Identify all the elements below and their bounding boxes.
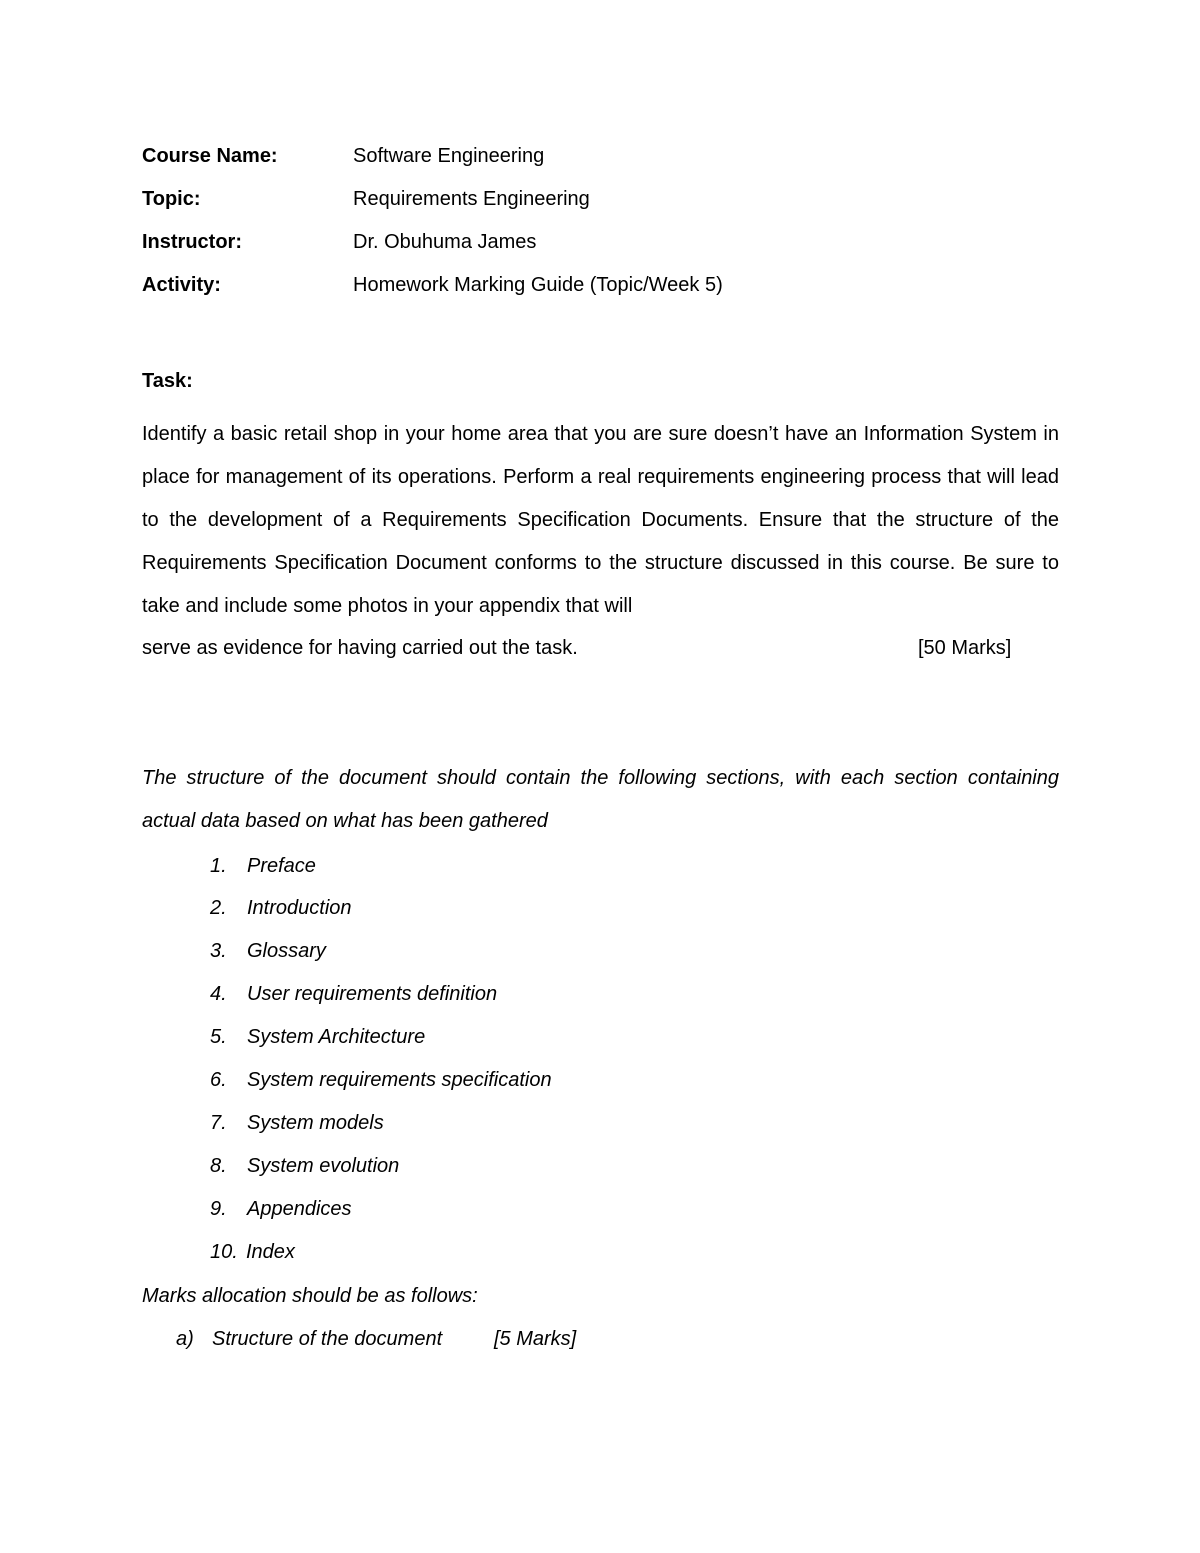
activity-value: Homework Marking Guide (Topic/Week 5) (353, 274, 723, 296)
list-item-number: 8. (210, 1155, 227, 1177)
list-item-number: 3. (210, 940, 227, 962)
list-item-label: System Architecture (247, 1026, 426, 1048)
list-item-label: System evolution (247, 1155, 400, 1177)
course-name-value: Software Engineering (353, 145, 545, 167)
activity-row (142, 272, 723, 298)
list-item-number: 6. (210, 1069, 227, 1091)
instructor-value: Dr. Obuhuma James (353, 231, 537, 253)
topic-value: Requirements Engineering (353, 188, 590, 210)
list-item-label: Glossary (247, 940, 326, 962)
allocation-label: Structure of the document (212, 1328, 443, 1350)
task-heading: Task: (142, 370, 193, 392)
activity-label: Activity: (142, 274, 221, 296)
allocation-letter: a) (176, 1328, 194, 1350)
task-last-line-text: serve as evidence for having carried out the task. (142, 637, 578, 659)
list-item-number: 5. (210, 1026, 227, 1048)
instructor-label: Instructor: (142, 231, 242, 253)
list-item-number: 1. (210, 855, 227, 877)
structure-intro: The structure of the document should contain the following sections, with each section containing actual data based on what has been gathered (142, 767, 1059, 832)
list-item-label: Appendices (247, 1198, 352, 1220)
list-item-number: 4. (210, 983, 227, 1005)
list-item-number: 2. (210, 897, 227, 919)
list-item-label: Preface (247, 855, 316, 877)
topic-row (142, 186, 590, 212)
course-name-label: Course Name: (142, 145, 278, 167)
allocation-marks: [5 Marks] (494, 1328, 577, 1350)
task-description: Identify a basic retail shop in your home area that you are sure doesn’t have an Information System in place for management of its operations. Perform a real requirements engineering process that will lead to the development of a Requirements Specification Documents. Ensure that the structure of the Requirements Specification Document conforms to the structure discussed in this course. Be sure to take and include some photos in your appendix that will (142, 423, 1059, 617)
list-item-label: Index (246, 1241, 295, 1263)
list-item-label: User requirements definition (247, 983, 498, 1005)
topic-label: Topic: (142, 188, 201, 210)
instructor-row (142, 229, 536, 255)
list-item-label: System requirements specification (247, 1069, 552, 1091)
list-item-number: 9. (210, 1198, 227, 1220)
course-name-row (142, 143, 544, 169)
task-marks: [50 Marks] (918, 637, 1012, 659)
list-item-number: 7. (210, 1112, 227, 1134)
list-item-label: Introduction (247, 897, 352, 919)
marks-allocation-intro: Marks allocation should be as follows: (142, 1285, 478, 1307)
list-item-label: System models (247, 1112, 384, 1134)
task-last-line (142, 627, 1022, 670)
list-item-number: 10. (210, 1241, 238, 1263)
